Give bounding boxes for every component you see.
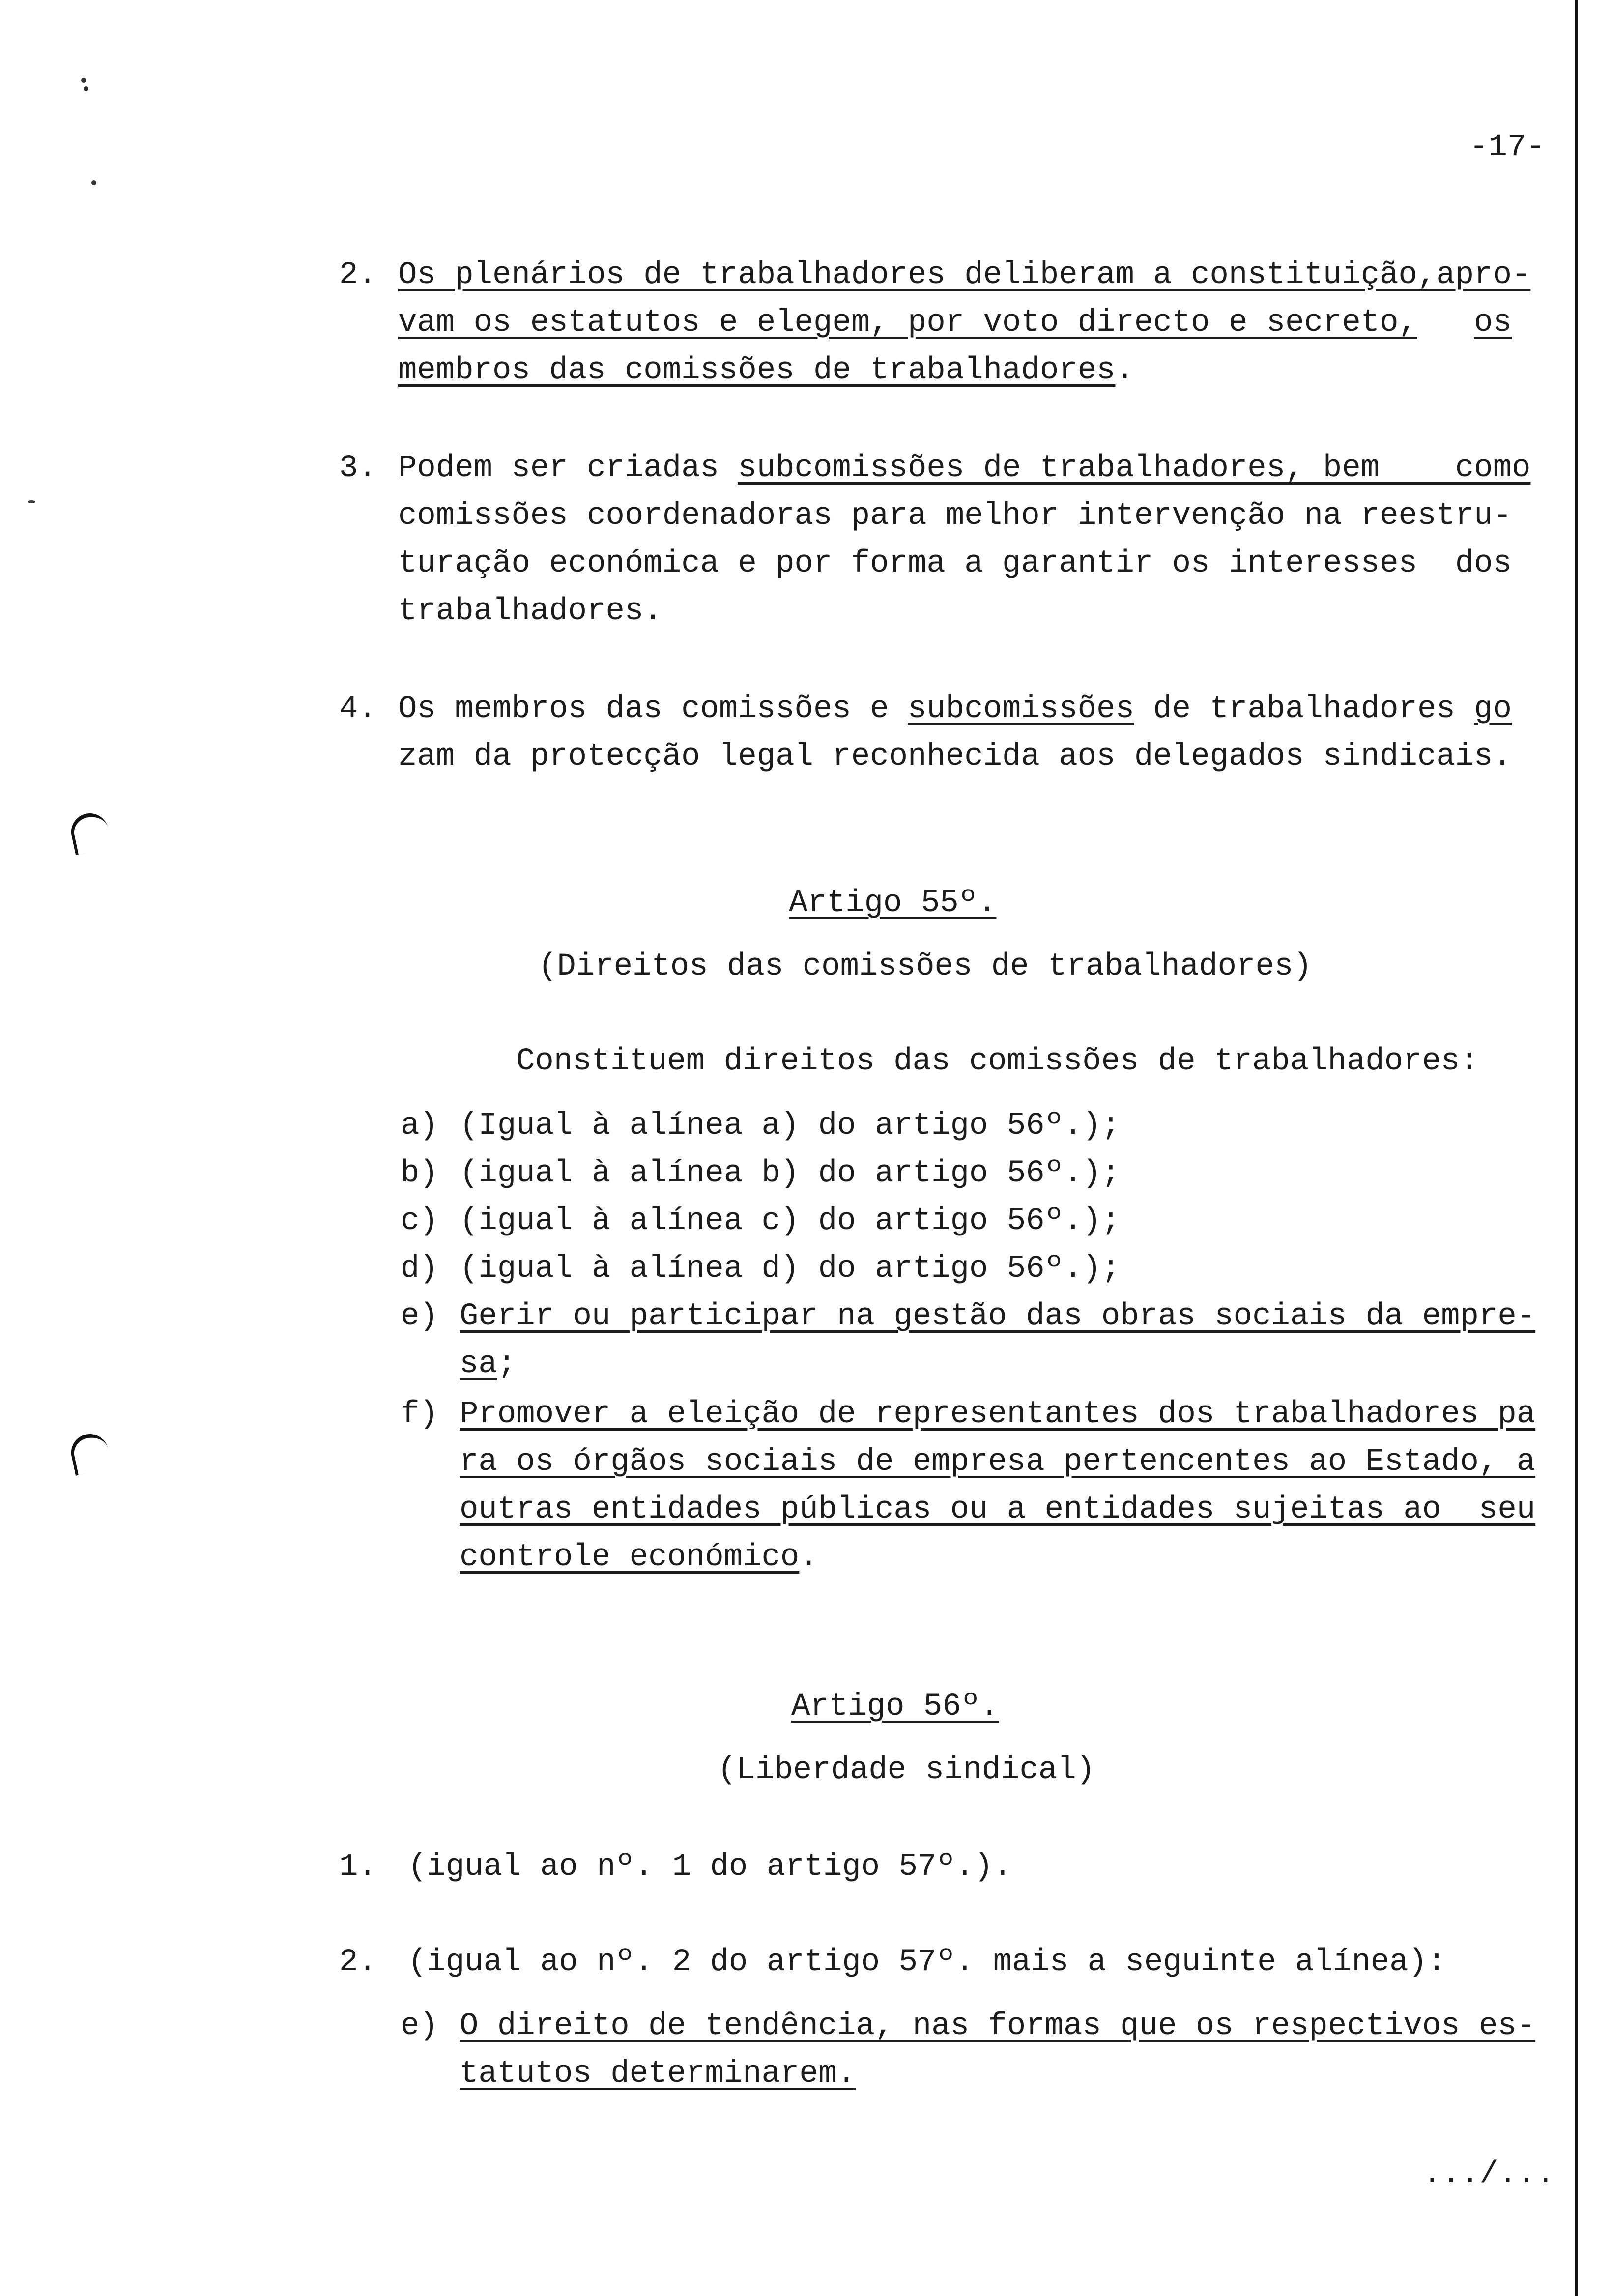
alinea-line: outras entidades públicas ou a entidades sujeitas ao seu	[460, 1492, 1536, 1527]
alinea-line: (igual à alínea d) do artigo 56º.);	[460, 1251, 1121, 1287]
item-line: Podem ser criadas subcomissões de trabalhadores, bem como	[398, 451, 1531, 486]
continuation-mark: .../...	[1423, 2157, 1555, 2192]
scan-dot	[28, 500, 35, 503]
scan-dot	[81, 78, 86, 83]
alinea-line: controle económico.	[460, 1540, 818, 1575]
article-56-heading: Artigo 56º.	[791, 1689, 999, 1724]
alinea-label: e)	[401, 2009, 438, 2044]
binder-mark	[68, 1431, 113, 1476]
item-line: Os membros das comissões e subcomissões de trabalhadores go	[398, 691, 1512, 727]
alinea-label: c)	[401, 1204, 438, 1239]
alinea-line: (igual à alínea b) do artigo 56º.);	[460, 1156, 1121, 1191]
item-number: 3.	[339, 451, 377, 486]
item-line: Os plenários de trabalhadores deliberam a constituição,apro-	[398, 258, 1531, 293]
article-55-subtitle: (Direitos das comissões de trabalhadores)	[538, 949, 1312, 984]
article-55-intro: Constituem direitos das comissões de trabalhadores:	[516, 1044, 1479, 1079]
alinea-line: Gerir ou participar na gestão das obras sociais da empre-	[460, 1299, 1536, 1334]
item-line: comissões coordenadoras para melhor intervenção na reestru-	[398, 498, 1512, 534]
item-line: (igual ao nº. 1 do artigo 57º.).	[408, 1849, 1012, 1885]
page-number: -17-	[1469, 130, 1545, 165]
item-number: 2.	[339, 1945, 377, 1980]
item-number: 2.	[339, 258, 377, 293]
alinea-label: e)	[401, 1299, 438, 1334]
alinea-line: (igual à alínea c) do artigo 56º.);	[460, 1204, 1121, 1239]
alinea-label: b)	[401, 1156, 438, 1191]
item-line: membros das comissões de trabalhadores.	[398, 353, 1134, 388]
item-number: 4.	[339, 691, 377, 727]
alinea-line: ra os órgãos sociais de empresa pertencentes ao Estado, a	[460, 1444, 1536, 1480]
page-edge-line	[1575, 0, 1578, 2296]
binder-mark	[68, 810, 113, 855]
article-55-heading: Artigo 55º.	[789, 886, 997, 921]
item-line: zam da protecção legal reconhecida aos delegados sindicais.	[398, 739, 1512, 775]
alinea-line: O direito de tendência, nas formas que os respectivos es-	[460, 2009, 1536, 2044]
alinea-label: d)	[401, 1251, 438, 1287]
alinea-line: tatutos determinarem.	[460, 2056, 856, 2092]
item-line: trabalhadores.	[398, 594, 662, 629]
alinea-line: sa;	[460, 1347, 517, 1382]
alinea-label: f)	[401, 1397, 438, 1432]
scan-dot	[91, 180, 96, 185]
scan-dot	[84, 86, 88, 91]
item-line: turação económica e por forma a garantir os interesses dos	[398, 546, 1512, 581]
article-56-subtitle: (Liberdade sindical)	[718, 1752, 1095, 1788]
item-number: 1.	[339, 1849, 377, 1885]
alinea-label: a)	[401, 1108, 438, 1144]
alinea-line: (Igual à alínea a) do artigo 56º.);	[460, 1108, 1121, 1144]
item-line: vam os estatutos e elegem, por voto directo e secreto, os	[398, 305, 1512, 341]
item-line: (igual ao nº. 2 do artigo 57º. mais a seguinte alínea):	[408, 1945, 1446, 1980]
alinea-line: Promover a eleição de representantes dos trabalhadores pa	[460, 1397, 1536, 1432]
